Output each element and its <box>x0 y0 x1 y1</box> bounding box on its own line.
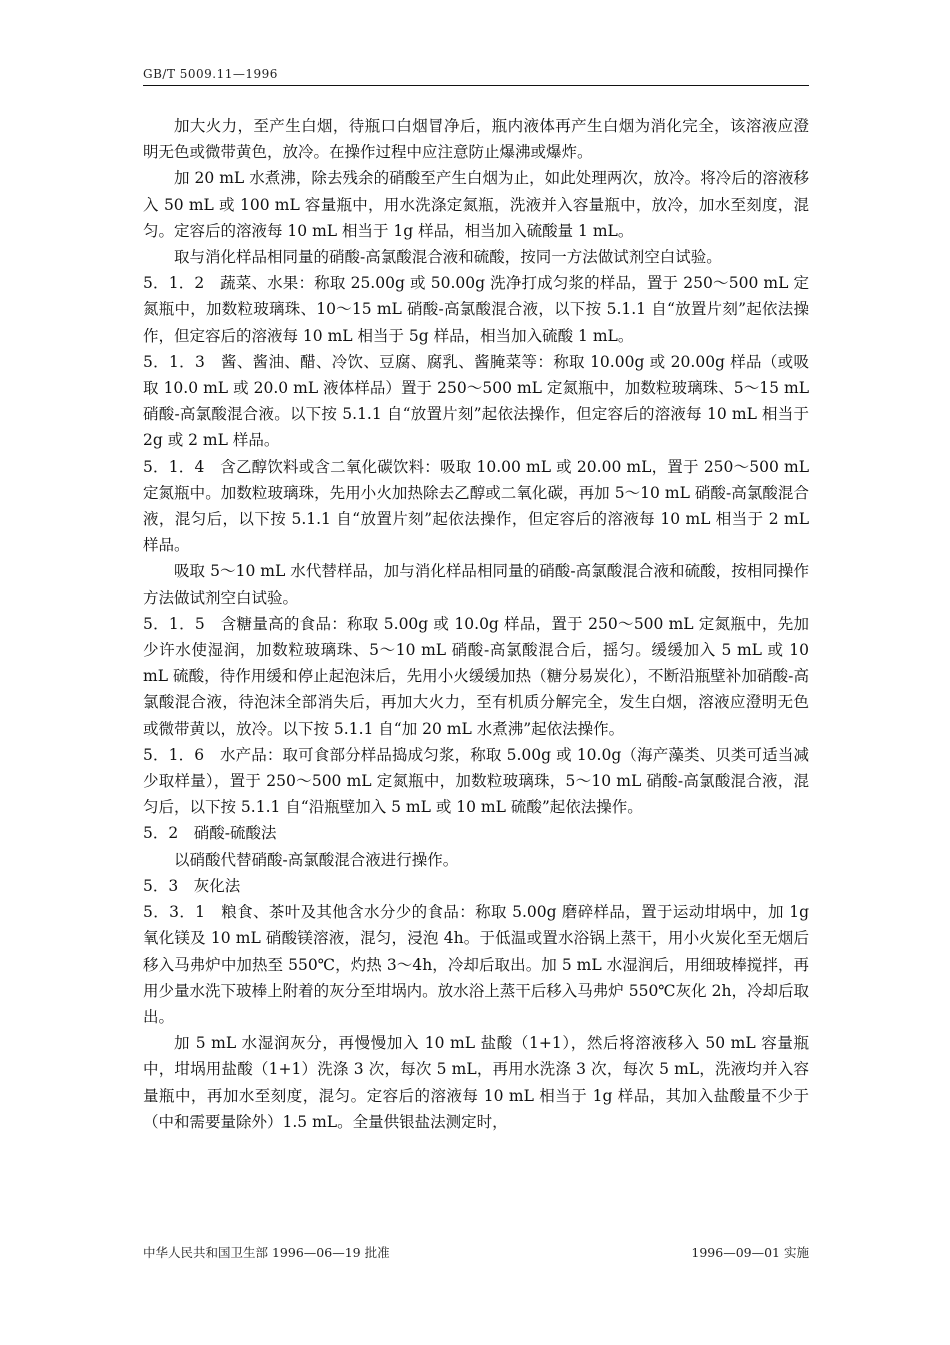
section-heading-5-3: 5．3 灰化法 <box>143 876 241 895</box>
body-text <box>143 113 809 1135</box>
paragraph-continuation: 加大火力，至产生白烟，待瓶口白烟冒净后，瓶内液体再产生白烟为消化完全，该溶液应澄明无色或微带黄色，放冷。在操作过程中应注意防止爆沸或爆炸。 <box>143 117 809 162</box>
clause-5-1-4: 5．1．4 含乙醇饮料或含二氧化碳饮料：吸取 10.00 mL 或 20.00 mL，置于 250～500 mL 定氮瓶中。加数粒玻璃珠，先用小火加热除去乙醇或二氧化碳，再加 5～10 mL 硝酸-高氯酸混合液，混匀后，以下按 5.1.1 自“放置片刻”起依法操作，但定容后的溶液每 10 mL 相当于 2 mL 样品。 <box>143 457 809 555</box>
clause-5-1-5: 5．1．5 含糖量高的食品：称取 5.00g 或 10.0g 样品，置于 250～500 mL 定氮瓶中，先加少许水使湿润，加数粒玻璃珠、5～10 mL 硝酸-高氯酸混合后，摇匀。缓缓加入 5 mL 或 10 mL 硫酸，待作用缓和停止起泡沫后，先用小火缓缓加热（糖分易炭化），不断沿瓶壁补加硝酸-高氯酸混合液，待泡沫全部消失后，再加大火力，至有机质分解完全，发生白烟，溶液应澄明无色或微带黄以，放冷。以下按 5.1.1 自“加 20 mL 水煮沸”起依法操作。 <box>143 614 809 738</box>
paragraph-boil-step: 加 20 mL 水煮沸，除去残余的硝酸至产生白烟为止，如此处理两次，放冷。将冷后的溶液移入 50 mL 或 100 mL 容量瓶中，用水洗涤定氮瓶，洗液并入容量瓶中，放冷，加水至刻度，混匀。定容后的溶液每 10 mL 相当于 1g 样品，相当加入硫酸量 1 mL。 <box>143 169 809 240</box>
clause-5-1-6: 5．1．6 水产品：取可食部分样品捣成匀浆，称取 5.00g 或 10.0g（海产藻类、贝类可适当减少取样量），置于 250～500 mL 定氮瓶中，加数粒玻璃珠，5～10 mL 硝酸-高氯酸混合液，混匀后，以下按 5.1.1 自“沿瓶壁加入 5 mL 或 10 mL 硫酸”起依法操作。 <box>143 745 809 817</box>
paragraph-5-2-method: 以硝酸代替硝酸-高氯酸混合液进行操作。 <box>174 850 459 869</box>
section-heading-5-2: 5．2 硝酸-硫酸法 <box>143 824 277 843</box>
header-rule <box>143 85 809 86</box>
paragraph-reagent-blank: 取与消化样品相同量的硝酸-高氯酸混合液和硫酸，按同一方法做试剂空白试验。 <box>174 248 722 267</box>
clause-5-1-2: 5．1．2 蔬菜、水果：称取 25.00g 或 50.00g 洗净打成匀浆的样品，置于 250～500 mL 定氮瓶中，加数粒玻璃珠、10～15 mL 硝酸-高氯酸混合液，以下按 5.1.1 自“放置片刻”起依法操作，但定容后的溶液每 10 mL 相当于 5g 样品，相当加入硫酸 1 mL。 <box>143 274 809 345</box>
footer-implementation: 1996—09—01 实施 <box>691 1245 809 1260</box>
clause-5-3-1: 5．3．1 粮食、茶叶及其他含水分少的食品：称取 5.00g 磨碎样品，置于运动坩埚中，加 1g 氧化镁及 10 mL 硝酸镁溶液，混匀，浸泡 4h。于低温或置水浴锅上蒸干，用小火炭化至无烟后移入马弗炉中加热至 550℃，灼热 3～4h，冷却后取出。加 5 mL 水湿润后，用细玻棒搅拌，再用少量水洗下玻棒上附着的灰分至坩埚内。放水浴上蒸干后移入马弗炉 550℃灰化 2h，冷却后取出。 <box>143 903 809 1026</box>
clause-5-1-3: 5．1．3 酱、酱油、醋、冷饮、豆腐、腐乳、酱腌菜等：称取 10.00g 或 20.00g 样品（或吸取 10.0 mL 或 20.0 mL 液体样品）置于 250～500 mL 定氮瓶中，加数粒玻璃珠、5～15 mL 硝酸-高氯酸混合液。以下按 5.1.1 自“放置片刻”起依法操作，但定容后的溶液每 10 mL 相当于 2g 或 2 mL 样品。 <box>143 352 809 450</box>
footer-approval: 中华人民共和国卫生部 1996—06—19 批准 <box>143 1245 390 1260</box>
paragraph-water-blank: 吸取 5～10 mL 水代替样品，加与消化样品相同量的硝酸-高氯酸混合液和硫酸，按相同操作方法做试剂空白试验。 <box>143 562 809 607</box>
document-code: GB/T 5009.11—1996 <box>143 67 278 81</box>
paragraph-ash-dissolve: 加 5 mL 水湿润灰分，再慢慢加入 10 mL 盐酸（1+1），然后将溶液移入 50 mL 容量瓶中，坩埚用盐酸（1+1）洗涤 3 次，每次 5 mL，再用水洗涤 3 次，每次 5 mL，洗液均并入容量瓶中，再加水至刻度，混匀。定容后的溶液每 10 mL 相当于 1g 样品，其加入盐酸量不少于（中和需要量除外）1.5 mL。全量供银盐法测定时， <box>143 1034 809 1131</box>
